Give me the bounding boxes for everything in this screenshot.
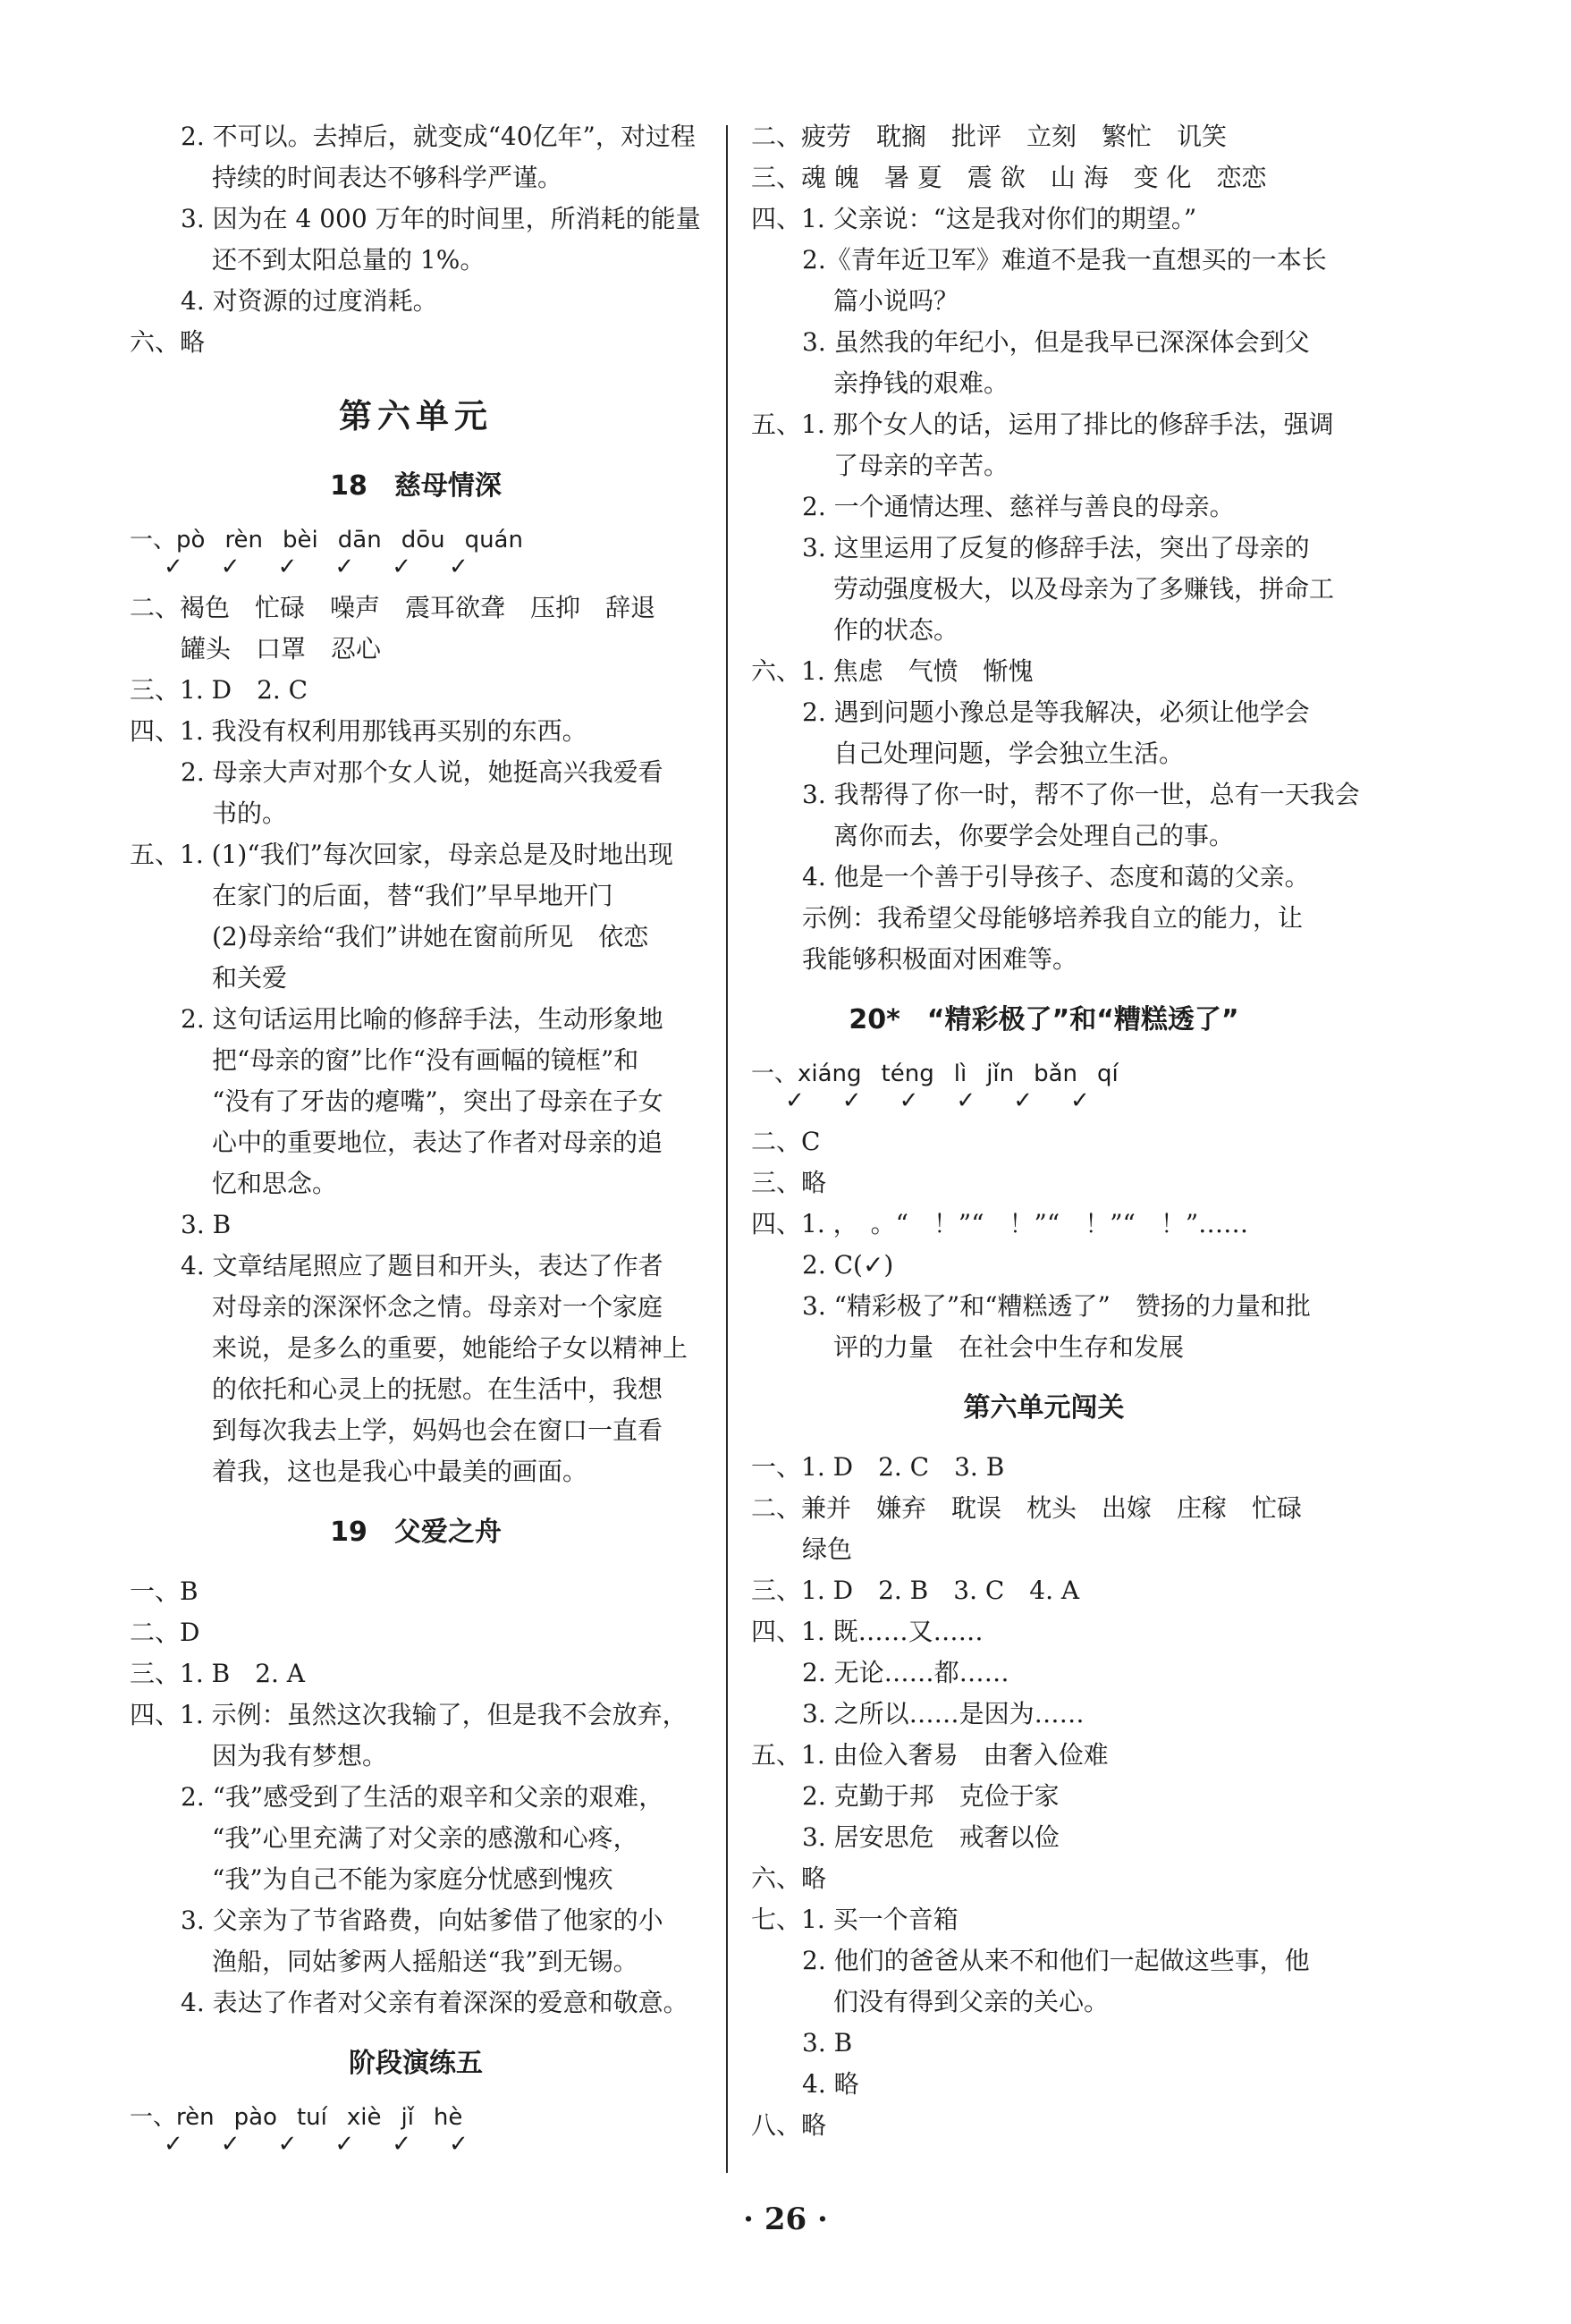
unit-test-title: 第六单元闯关 [963,1392,1125,1424]
answer-line: 的依托和心灵上的抚慰。在生活中，我想 [212,1374,663,1404]
answer-line: 3. 虽然我的年纪小，但是我早已深深体会到父 [802,327,1310,357]
answer-line: 2. 克勤于邦 克俭于家 [802,1781,1060,1811]
check-marks-row [751,1089,1337,1112]
answer-line: 四、1. 示例：虽然这次我输了，但是我不会放弃， [130,1700,688,1729]
answer-line: 2. 这句话运用比喻的修辞手法，生动形象地 [181,1004,663,1034]
answer-line: 劳动强度极大，以及母亲为了多赚钱，拼命工 [833,574,1335,604]
answer-line: 2. 一个通情达理、慈祥与善良的母亲。 [802,492,1235,521]
answer-line: 二、D [130,1618,200,1647]
answer-line: 渔船，同姑爹两人摇船送“我”到无锡。 [212,1947,638,1976]
pinyin-answer: jǐn [986,1061,1015,1087]
right-top-answers [751,116,1360,980]
pinyin-answer: rèn [224,527,264,554]
answer-line: 八、略 [751,2110,827,2140]
answer-line: 还不到太阳总量的 1%。 [212,245,486,275]
check-mark-icon: ✓ [785,1087,805,1114]
answer-line: 3. 这里运用了反复的修辞手法，突出了母亲的 [802,533,1310,562]
answer-line: 示例：我希望父母能够培养我自立的能力，让 [802,903,1304,933]
check-mark-icon: ✓ [392,554,411,580]
answer-line: 四、1. 父亲说：“这是我对你们的期望。” [751,204,1197,233]
answer-line: 书的。 [212,799,288,828]
answer-line: “我”为自己不能为家庭分忧感到愧疚 [212,1864,613,1894]
answer-line: 和关爱 [212,963,288,993]
lesson-18-title: 18 慈母情深 [330,470,502,502]
check-mark-icon: ✓ [1069,1087,1090,1114]
column-divider [726,125,728,2173]
answer-line: 2.《青年近卫军》难道不是我一直想买的一本长 [802,245,1327,275]
check-marks-row [130,555,702,579]
check-mark-icon: ✓ [220,2131,241,2158]
answer-line: 绿色 [802,1534,853,1564]
check-mark-icon: ✓ [334,554,355,580]
stage-practice-pinyin [130,2102,702,2156]
unit-title: 第六单元 [339,397,493,435]
answer-line: 2. C(✓) [802,1250,894,1280]
answer-line: 在家门的后面，替“我们”早早地开门 [212,881,613,910]
answer-line: 4. 文章结尾照应了题目和开头，表达了作者 [181,1251,663,1280]
question-number: 一、 [130,2104,177,2131]
left-column [130,116,702,2165]
answer-line: 七、1. 买一个音箱 [751,1905,959,1934]
answer-line: 3. B [181,1210,232,1239]
check-mark-icon: ✓ [164,554,183,580]
lesson-20-pinyin [751,1059,1337,1112]
answer-line: 把“母亲的窗”比作“没有画幅的镜框”和 [212,1045,639,1075]
lesson-19-title: 19 父爱之舟 [330,1517,502,1548]
question-number: 一、 [751,1061,798,1087]
check-mark-icon: ✓ [334,2131,355,2158]
answer-line: 了母亲的辛苦。 [833,451,1009,480]
answer-line: (2)母亲给“我们”讲她在窗前所见 依恋 [212,922,649,951]
check-mark-icon: ✓ [841,1087,862,1114]
check-mark-icon: ✓ [448,554,469,580]
answer-line: 3. 父亲为了节省路费，向姑爹借了他家的小 [181,1906,663,1935]
answer-line: 四、1. 我没有权利用那钱再买别的东西。 [130,716,587,746]
answer-line: 二、C [751,1127,821,1156]
answer-line: 2. “我”感受到了生活的艰辛和父亲的艰难， [181,1782,664,1812]
lesson-19-answers [130,1571,702,2024]
answer-line: 三、略 [751,1168,827,1197]
answer-line: 自己处理问题，学会独立生活。 [833,739,1185,768]
answer-line: 3. B [802,2028,853,2058]
answer-line: 3. 之所以……是因为…… [802,1699,1085,1728]
pinyin-answer: hè [433,2104,463,2131]
check-mark-icon: ✓ [277,554,298,580]
answer-line: 三、1. B 2. A [130,1659,306,1688]
pinyin-answer: rèn [176,2104,215,2131]
answer-line: 四、1. ， 。“ ！”“ ！”“ ！”“ ！”…… [751,1209,1249,1238]
unit-test-answers [751,1447,1337,2146]
pinyin-answer: lì [953,1061,967,1087]
answer-line: 2. 无论……都…… [802,1658,1009,1687]
answer-line: 罐头 口罩 忍心 [181,634,382,663]
pinyin-answer: bǎn [1034,1061,1078,1087]
question-number: 一、 [130,527,177,554]
answer-line: 来说，是多么的重要，她能给子女以精神上 [212,1333,688,1363]
answer-line: 六、略 [751,1863,827,1893]
answer-line: 2. 他们的爸爸从来不和他们一起做这些事，他 [802,1946,1310,1975]
answer-line: 3. “精彩极了”和“糟糕透了” 赞扬的力量和批 [802,1291,1311,1321]
pinyin-answer: pò [176,527,206,554]
answer-line: 一、1. D 2. C 3. B [751,1452,1005,1482]
pinyin-answer: qí [1097,1061,1119,1087]
answer-line: 三、魂 魄 暑 夏 震 欲 山 海 变 化 恋恋 [751,163,1267,192]
answer-line: 2. 遇到问题小豫总是等我解决，必须让他学会 [802,697,1310,727]
pinyin-answer: tuí [296,2104,327,2131]
answer-line: 4. 略 [802,2069,859,2099]
pinyin-answer: quán [464,527,523,554]
answer-line: 二、疲劳 耽搁 批评 立刻 繁忙 讥笑 [751,122,1228,151]
right-column [751,116,1360,2146]
answer-line: 我能够积极面对困难等。 [802,944,1078,974]
answer-line: 因为我有梦想。 [212,1741,388,1770]
lesson-20-title: 20* “精彩极了”和“糟糕透了” [849,1004,1239,1035]
answer-line: 忆和思念。 [212,1169,338,1198]
answer-line: 亲挣钱的艰难。 [833,368,1009,398]
pinyin-answer: dān [337,527,382,554]
check-mark-icon: ✓ [277,2131,298,2158]
answer-line: 3. 因为在 4 000 万年的时间里，所消耗的能量 [181,204,701,233]
answer-line: 着我，这也是我心中最美的画面。 [212,1457,588,1486]
lesson-20-answers [751,1121,1337,1368]
answer-line: 二、褐色 忙碌 噪声 震耳欲聋 压抑 辞退 [130,593,656,622]
answer-line: 4. 他是一个善于引导孩子、态度和蔼的父亲。 [802,862,1310,892]
pinyin-row [130,525,702,555]
check-mark-icon: ✓ [448,2131,469,2158]
answer-line: 2. 不可以。去掉后，就变成“40亿年”，对过程 [181,122,696,151]
check-mark-icon: ✓ [1013,1087,1033,1114]
lesson-18-answers [130,587,702,1492]
answer-line: 到每次我去上学，妈妈也会在窗口一直看 [212,1416,663,1445]
pinyin-answer: pào [233,2104,277,2131]
answer-line: 二、兼并 嫌弃 耽误 枕头 出嫁 庄稼 忙碌 [751,1493,1303,1523]
answer-line: 2. 母亲大声对那个女人说，她挺高兴我爱看 [181,757,663,787]
pinyin-row [751,1059,1337,1089]
check-mark-icon: ✓ [899,1087,919,1114]
check-mark-icon: ✓ [956,1087,976,1114]
answer-line: 篇小说吗？ [833,286,959,316]
answer-line: 持续的时间表达不够科学严谨。 [212,163,563,192]
check-marks-row [130,2133,702,2156]
pinyin-answer: jǐ [401,2104,414,2131]
pinyin-answer: dōu [401,527,445,554]
answer-line: “没有了牙齿的瘪嘴”，突出了母亲在子女 [212,1086,663,1116]
answer-line: 三、1. D 2. B 3. C 4. A [751,1576,1080,1605]
answer-line: 五、1. 由俭入奢易 由奢入俭难 [751,1740,1109,1770]
answer-line: 4. 表达了作者对父亲有着深深的爱意和敬意。 [181,1988,688,2017]
check-mark-icon: ✓ [220,554,241,580]
check-mark-icon: ✓ [164,2131,183,2158]
answer-line: 四、1. 既……又…… [751,1617,984,1646]
lesson-18-pinyin [130,525,702,579]
answer-line: 六、略 [130,327,206,357]
answer-line: 们没有得到父亲的关心。 [833,1987,1110,2016]
check-mark-icon: ✓ [392,2131,411,2158]
pinyin-row [130,2102,702,2133]
answer-line: 对母亲的深深怀念之情。母亲对一个家庭 [212,1292,663,1322]
answer-line: 心中的重要地位，表达了作者对母亲的追 [212,1128,663,1157]
pinyin-answer: bèi [283,527,318,554]
pinyin-answer: xiè [346,2104,382,2131]
answer-line: 3. 居安思危 戒奢以俭 [802,1822,1060,1852]
pinyin-answer: xiáng [798,1061,862,1087]
page-number: · 26 · [743,2201,828,2237]
answer-line: 三、1. D 2. C [130,675,308,705]
answer-line: 六、1. 焦虑 气愤 惭愧 [751,656,1034,686]
stage-practice-title: 阶段演练五 [349,2048,483,2079]
answer-line: 离你而去，你要学会处理自己的事。 [833,821,1235,850]
answer-line: 作的状态。 [833,615,959,645]
left-top-answers [130,116,702,363]
answer-line: 一、B [130,1576,198,1606]
pinyin-answer: téng [881,1061,934,1087]
answer-line: 五、1. (1)“我们”每次回家，母亲总是及时地出现 [130,840,673,869]
answer-line: 4. 对资源的过度消耗。 [181,286,438,316]
answer-line: 五、1. 那个女人的话，运用了排比的修辞手法，强调 [751,410,1334,439]
answer-line: 评的力量 在社会中生存和发展 [833,1332,1185,1362]
answer-line: “我”心里充满了对父亲的感激和心疼， [212,1823,638,1853]
answer-line: 3. 我帮得了你一时，帮不了你一世，总有一天我会 [802,780,1360,809]
